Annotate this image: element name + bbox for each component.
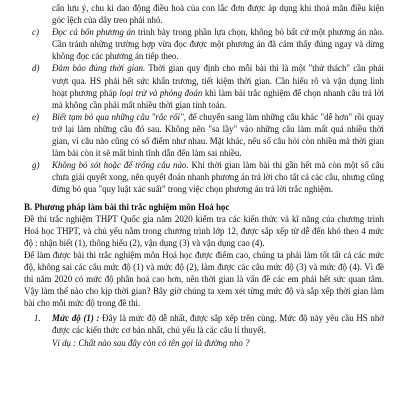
tip-text: để chuyển sang làm những câu khác "dễ hơn" rồi quay trở lại làm những câu đó sau. Không nên "sa lầy" vào những câu làm mất quá nhiều thời gian, vì câu nào cũng có số điểm như nhau. Mặt khác, nếu số câu hỏi còn nhiều mà thời gian làm bài còn ít sẽ mất bình tĩnh dẫn đến làm sai nhiều.: [52, 111, 384, 159]
level-text: Đây là mức độ dễ nhất, được sắp xếp trên cùng. Mức độ này yêu cầu HS nhớ được các kiến thức cơ bản nhất, chủ yếu là các câu lí thuyết.: [52, 313, 385, 336]
tip-mark: e): [32, 111, 39, 122]
body-paragraph-1: Đề thi trắc nghiệm THPT Quốc gia năm 2020 kiểm tra các kiến thức và kĩ năng của chương trình Hoá học THPT, và chủ yếu nằm trong chương trình lớp 12, được sắp xếp từ dễ đến khó theo 4 mức độ : nhận biết (1), thông hiểu (2), vận dụng (3) và vận dụng cao (4).: [24, 213, 384, 248]
level-number: 1.: [34, 313, 41, 324]
tip-lead: Không bỏ sót hoặc để trống câu nào.: [52, 160, 189, 171]
tips-list: [24, 26, 384, 195]
tip-text: Thời gian quy định cho mỗi bài thi là một "thử thách" cần phải vượt qua. HS phải hết sức khẩn trương, tiết kiệm thời gian. Cần hiểu rõ và vận dụng linh hoạt phương pháp: [52, 63, 385, 98]
body-paragraph-2: Để làm được bài thi trắc nghiệm môn Hoá học được điểm cao, chúng ta phải làm tốt tất cả các mức độ, không sai các câu mức độ (1) và mức độ (2), làm được các câu mức độ (3) và mức độ (4). Vì đề thi năm 2020 có mức độ phân hoá cao hơn, nên thời gian là vấn đề các em phải hết sức quan tâm. Vậy làm thế nào cho kịp thời gian? Bây giờ chúng ta xem xét từng mức độ và sắp xếp thời gian làm bài cho mỗi mức độ trong đề thi.: [24, 249, 384, 309]
tip-lead-secondary: loại trừ và phỏng đoán: [119, 87, 203, 98]
example-line: Ví dụ : Chất nào sau đây còn có tên gọi là đường nho ?: [52, 337, 250, 348]
tip-text: Khi thời gian làm bài thi gần hết mà còn một số câu chưa giải quyết xong, nên quyết đoán nhanh phương án trả lời cho tất cả các câu, nhưng cũng đừng bỏ qua "quy luật xác suất" trong việc chọn phương án trả lời trắc nghiệm.: [52, 160, 384, 195]
tip-lead: Biết tạm bỏ qua những câu "rắc rối",: [52, 111, 186, 122]
tip-mark: c): [32, 27, 39, 38]
level-item-1: [24, 312, 384, 336]
tip-item-c: [24, 26, 384, 62]
tip-lead: Đảm bảo đúng thời gian.: [52, 63, 146, 74]
tip-text-secondary: khi làm bài trắc nghiệm để chọn nhanh câu trả lời mà không cần phải mất nhiều thời gian tính toán.: [52, 87, 384, 110]
section-heading: B. Phương pháp làm bài thi trắc nghiệm môn Hoá học: [24, 201, 230, 212]
tip-item-d: [24, 62, 384, 110]
tip-mark: g): [32, 160, 40, 171]
intro-continuation: cẩn lưu ý, chu kì dao động điều hoà của con lắc đơn được áp dụng khi thoả mãn điều kiện góc lệch của dây treo phải nhỏ.: [52, 3, 384, 26]
tip-item-g: [24, 159, 384, 195]
tip-text: trình bày trong phần lựa chọn, không bỏ bất cứ một phương án nào. Cần tránh những trường hợp vừa đọc được một phương án đã cảm thấy đúng ngay và dừng không đọc các phương án tiếp theo.: [52, 27, 384, 62]
tip-lead: Đọc cả bốn phương án: [52, 27, 136, 38]
tip-mark: d): [32, 63, 40, 74]
tip-item-e: [24, 111, 384, 159]
level-lead: Mức độ (1) :: [52, 313, 100, 324]
